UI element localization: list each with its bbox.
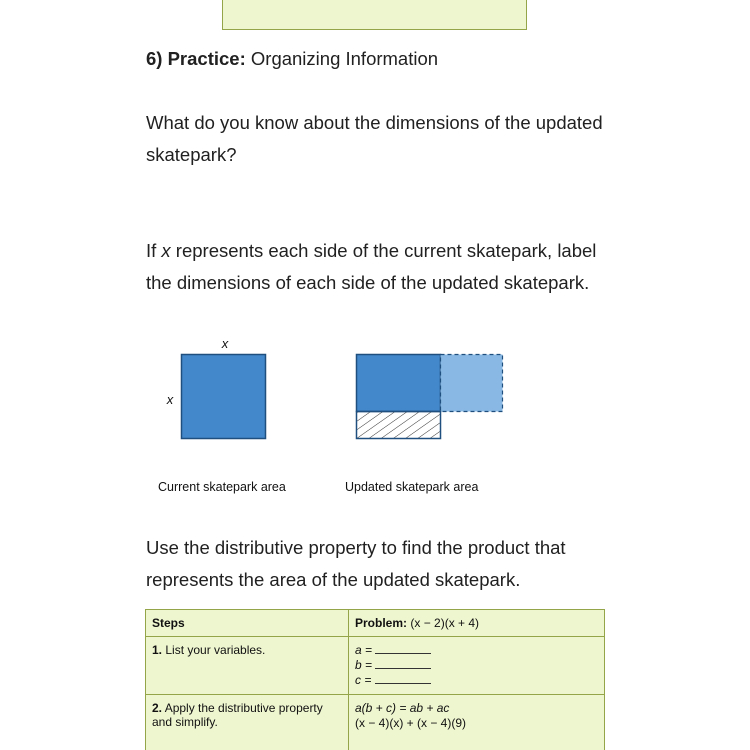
top-side-label: x bbox=[221, 336, 229, 351]
distributive-formula bbox=[355, 701, 598, 716]
variable-c-line bbox=[355, 673, 598, 688]
section-subtitle: Organizing Information bbox=[250, 48, 439, 69]
question-distributive: Use the distributive property to find the product that represents the area of the updated skatepark. bbox=[146, 537, 566, 590]
current-skatepark-square bbox=[182, 355, 266, 439]
left-side-label: x bbox=[166, 392, 174, 407]
skatepark-svg bbox=[145, 330, 525, 500]
removed-strip-hatched bbox=[357, 412, 441, 439]
step-2-text: Apply the distributive property and simplify. bbox=[152, 701, 323, 729]
updated-area-caption: Updated skatepark area bbox=[345, 480, 479, 494]
variable-x: x bbox=[161, 240, 171, 261]
variables-cell bbox=[349, 637, 605, 695]
variable-c-blank[interactable] bbox=[375, 674, 431, 684]
question-label-sides bbox=[146, 235, 616, 299]
step-2-number: 2. bbox=[152, 701, 163, 715]
answer-box[interactable] bbox=[222, 0, 527, 30]
section-number: 6) Practice: bbox=[146, 48, 246, 69]
question-prefix: If bbox=[146, 240, 162, 261]
updated-extension-region bbox=[441, 355, 503, 412]
current-area-caption: Current skatepark area bbox=[158, 480, 286, 494]
step-1-cell bbox=[146, 637, 349, 695]
step-1-text: List your variables. bbox=[162, 643, 266, 657]
question-dimensions: What do you know about the dimensions of the updated skatepark? bbox=[146, 112, 603, 165]
step-1-number: 1. bbox=[152, 643, 163, 657]
header-problem-expression: (x − 2)(x + 4) bbox=[410, 616, 480, 630]
variable-a-line bbox=[355, 643, 598, 658]
header-problem bbox=[349, 610, 605, 637]
distributive-cell bbox=[349, 695, 605, 750]
variable-a-label: a = bbox=[355, 643, 373, 657]
header-problem-label: Problem: bbox=[355, 616, 408, 630]
header-steps: Steps bbox=[146, 610, 349, 637]
question-rest: represents each side of the current skatepark, label the dimensions of each side of the updated skatepark. bbox=[146, 240, 597, 293]
step-2-cell bbox=[146, 695, 349, 750]
variable-b-blank[interactable] bbox=[375, 659, 431, 669]
section-heading bbox=[146, 47, 438, 71]
variable-b-line bbox=[355, 658, 598, 673]
distributive-formula-text: a(b + c) = ab + ac bbox=[355, 701, 450, 715]
variable-c-label: c = bbox=[355, 673, 372, 687]
skatepark-diagram bbox=[145, 330, 525, 500]
table-header-row bbox=[146, 610, 605, 637]
steps-table bbox=[145, 609, 605, 750]
distributive-expansion: (x − 4)(x) + (x − 4)(9) bbox=[355, 716, 467, 730]
updated-original-square bbox=[357, 355, 441, 412]
table-row bbox=[146, 695, 605, 750]
variable-a-blank[interactable] bbox=[375, 644, 431, 654]
table-row bbox=[146, 637, 605, 695]
variable-b-label: b = bbox=[355, 658, 373, 672]
